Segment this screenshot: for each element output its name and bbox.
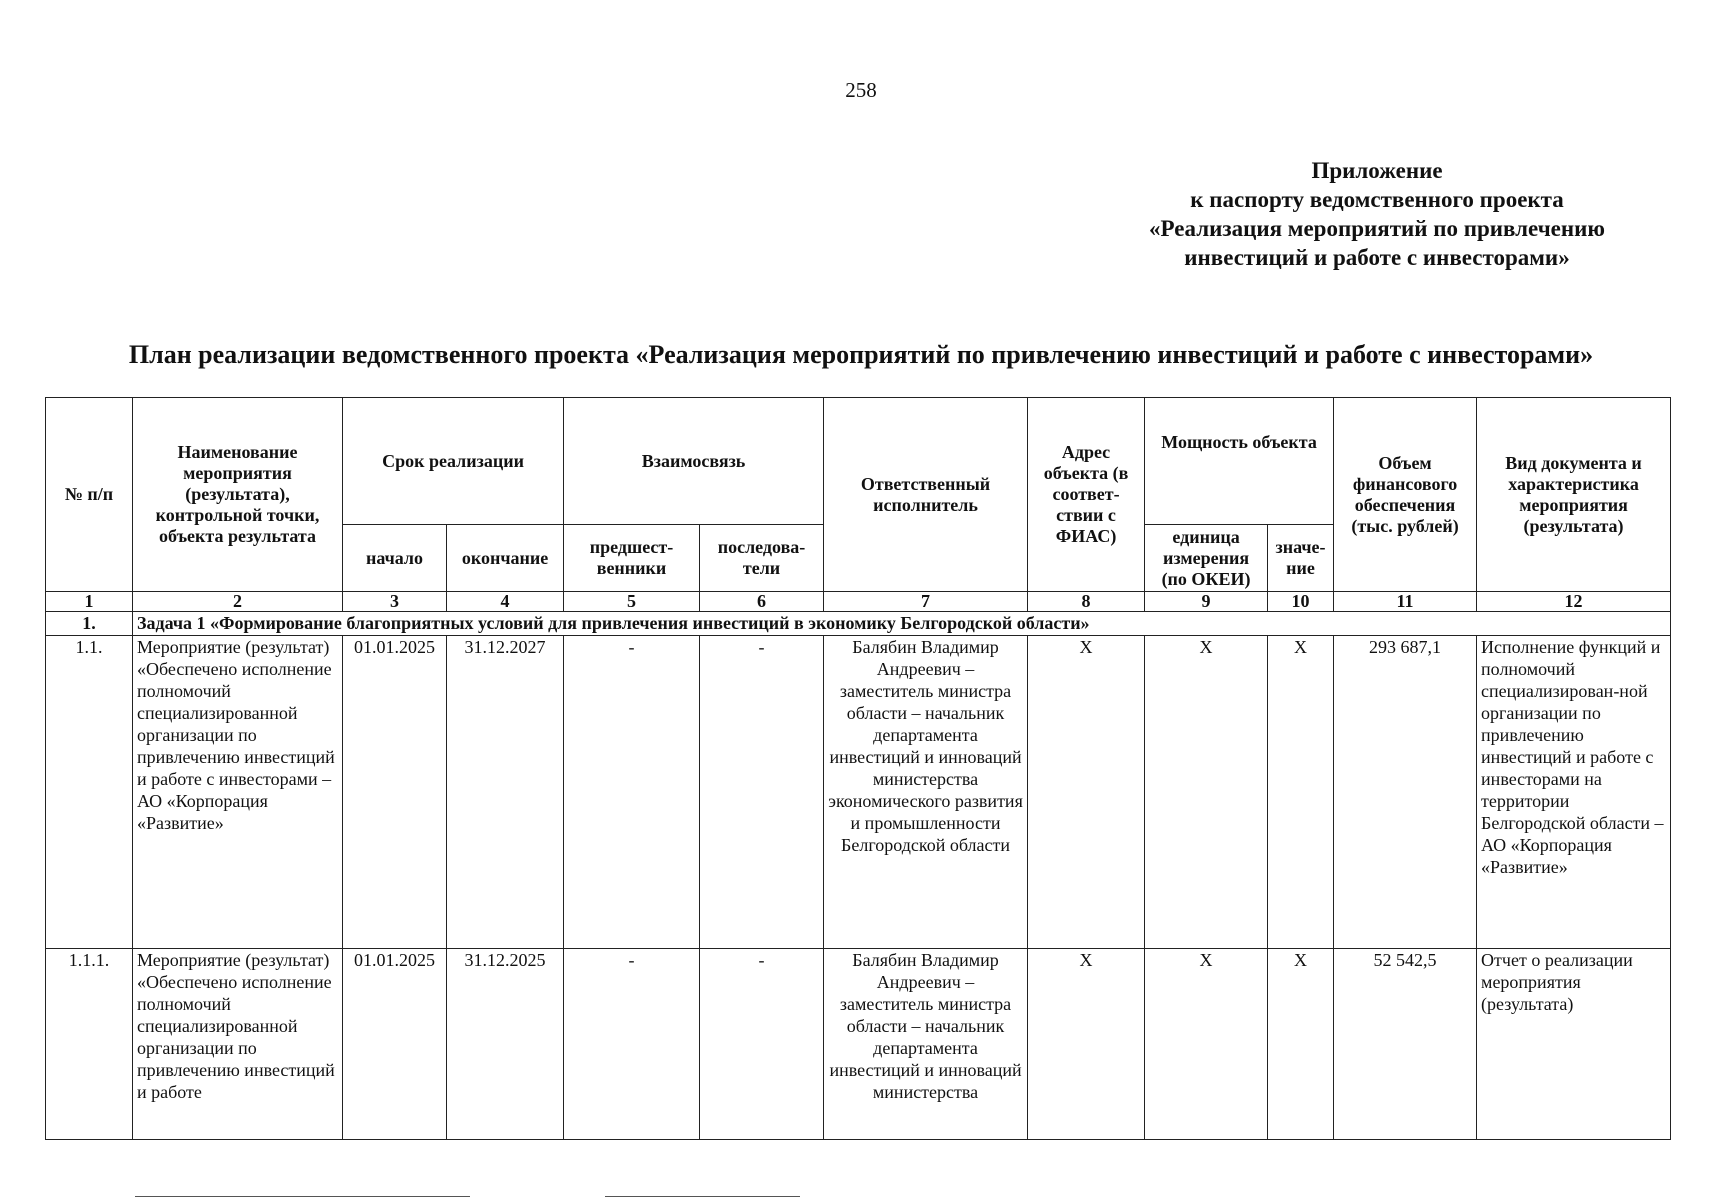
row-unit: Х [1145, 949, 1268, 1140]
footer-rule-left [135, 1196, 470, 1197]
appendix-block [1097, 156, 1657, 272]
row-name: Мероприятие (результат) «Обеспечено исполнение полномочий специализированной организации по привлечению инвестиций и работе с инвесторами – АО «Корпорация «Развитие» [133, 636, 343, 949]
column-number: 7 [824, 592, 1028, 612]
row-responsible: Балябин Владимир Андреевич – заместитель министра области – начальник департамента инвестиций и инноваций министерства экономического развития и промышленности Белгородской области [824, 636, 1028, 949]
header-financing: Объем финансового обеспечения (тыс. рублей) [1334, 398, 1477, 592]
task-text: Задача 1 «Формирование благоприятных условий для привлечения инвестиций в экономику Белгородской области» [133, 612, 1671, 636]
header-period-start: начало [343, 525, 447, 592]
row-pred: - [564, 636, 700, 949]
header-relation-pred: предшест-венники [564, 525, 700, 592]
row-financing: 293 687,1 [1334, 636, 1477, 949]
row-value: Х [1268, 949, 1334, 1140]
appendix-line-4: инвестиций и работе с инвесторами» [1184, 245, 1570, 270]
table-row [46, 949, 1671, 1140]
page-number: 258 [845, 78, 877, 102]
row-document: Отчет о реализации мероприятия (результата) [1477, 949, 1671, 1140]
column-number: 12 [1477, 592, 1671, 612]
header-address: Адрес объекта (в соответ-ствии с ФИАС) [1028, 398, 1145, 592]
appendix-line-1: Приложение [1311, 158, 1443, 183]
column-number: 2 [133, 592, 343, 612]
column-number: 6 [700, 592, 824, 612]
header-document: Вид документа и характеристика мероприятия (результата) [1477, 398, 1671, 592]
appendix-line-3: «Реализация мероприятий по привлечению [1149, 216, 1605, 241]
header-capacity-unit: единица измерения (по ОКЕИ) [1145, 525, 1268, 592]
column-number: 9 [1145, 592, 1268, 612]
row-end: 31.12.2025 [447, 949, 564, 1140]
header-period-end: окончание [447, 525, 564, 592]
column-number: 5 [564, 592, 700, 612]
column-number: 10 [1268, 592, 1334, 612]
row-succ: - [700, 949, 824, 1140]
row-num: 1.1.1. [46, 949, 133, 1140]
row-start: 01.01.2025 [343, 636, 447, 949]
row-pred: - [564, 949, 700, 1140]
row-value: Х [1268, 636, 1334, 949]
row-name: Мероприятие (результат) «Обеспечено исполнение полномочий специализированной организации по привлечению инвестиций и работе [133, 949, 343, 1140]
header-capacity: Мощность объекта [1145, 398, 1334, 525]
column-number: 4 [447, 592, 564, 612]
row-succ: - [700, 636, 824, 949]
header-relation-succ: последова-тели [700, 525, 824, 592]
header-num: № п/п [46, 398, 133, 592]
column-number-row [46, 592, 1671, 612]
column-number: 8 [1028, 592, 1145, 612]
row-financing: 52 542,5 [1334, 949, 1477, 1140]
column-number: 11 [1334, 592, 1477, 612]
plan-table [45, 397, 1671, 1140]
plan-title: План реализации ведомственного проекта «Реализация мероприятий по привлечению инвестиций и работе с инвесторами» [128, 340, 1594, 369]
row-unit: Х [1145, 636, 1268, 949]
header-capacity-value: значе-ние [1268, 525, 1334, 592]
row-end: 31.12.2027 [447, 636, 564, 949]
row-num: 1.1. [46, 636, 133, 949]
row-responsible: Балябин Владимир Андреевич – заместитель министра области – начальник департамента инвестиций и инноваций министерства [824, 949, 1028, 1140]
header-period: Срок реализации [343, 398, 564, 525]
row-start: 01.01.2025 [343, 949, 447, 1140]
task-num: 1. [46, 612, 133, 636]
table-row [46, 636, 1671, 949]
header-relation: Взаимосвязь [564, 398, 824, 525]
task-row [46, 612, 1671, 636]
column-number: 3 [343, 592, 447, 612]
column-number: 1 [46, 592, 133, 612]
row-address: Х [1028, 949, 1145, 1140]
header-responsible: Ответственный исполнитель [824, 398, 1028, 592]
row-address: Х [1028, 636, 1145, 949]
appendix-line-2: к паспорту ведомственного проекта [1190, 187, 1564, 212]
header-name: Наименование мероприятия (результата), контрольной точки, объекта результата [133, 398, 343, 592]
row-document: Исполнение функций и полномочий специализирован-ной организации по привлечению инвестиций и работе с инвесторами на территории Белгородской области – АО «Корпорация «Развитие» [1477, 636, 1671, 949]
footer-rule-right [605, 1196, 800, 1197]
